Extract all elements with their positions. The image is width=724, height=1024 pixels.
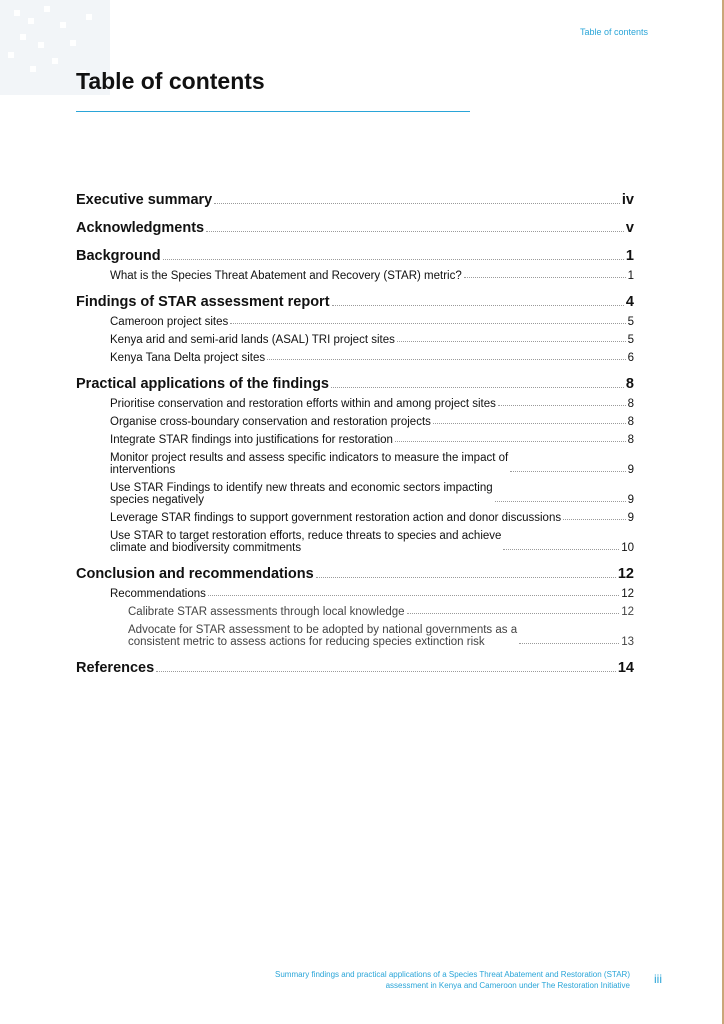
page-number: iii	[654, 972, 662, 986]
toc-page: 5	[627, 334, 634, 346]
leader-dots	[407, 613, 620, 614]
toc-page: 8	[627, 416, 634, 428]
toc-title	[110, 530, 501, 554]
toc-title-line2: species negatively	[110, 494, 204, 506]
toc-entry-star-metric[interactable]	[76, 270, 634, 282]
toc-title: Integrate STAR findings into justifications for restoration	[110, 434, 393, 446]
toc-title: Acknowledgments	[76, 220, 205, 236]
toc-entry-target[interactable]	[76, 530, 634, 554]
toc-entry-practical[interactable]	[76, 376, 634, 392]
leader-dots	[316, 577, 616, 578]
toc-entry-leverage[interactable]	[76, 512, 634, 524]
toc-title: References	[76, 660, 155, 676]
toc-entry-acknowledgments[interactable]	[76, 220, 634, 236]
toc-title-line2: interventions	[110, 464, 176, 476]
leader-dots	[433, 423, 626, 424]
toc-page: 9	[627, 494, 634, 506]
toc-title: Prioritise conservation and restoration efforts within and among project sites	[110, 398, 496, 410]
leader-dots	[464, 277, 626, 278]
toc-title: Executive summary	[76, 192, 213, 208]
toc-entry-executive-summary[interactable]	[76, 192, 634, 208]
toc-title: Kenya Tana Delta project sites	[110, 352, 266, 364]
toc-title: Kenya arid and semi-arid lands (ASAL) TRI project sites	[110, 334, 395, 346]
toc-title-line1: Monitor project results and assess specific indicators to measure the impact of	[110, 452, 509, 464]
toc-page: 6	[627, 352, 634, 364]
toc-page: iv	[621, 192, 634, 208]
toc-title: Cameroon project sites	[110, 316, 229, 328]
toc-page: 1	[627, 270, 634, 282]
toc-page: 4	[625, 294, 634, 310]
toc-title: Organise cross-boundary conservation and restoration projects	[110, 416, 431, 428]
toc-title: What is the Species Threat Abatement and Recovery (STAR) metric?	[110, 270, 462, 282]
toc-entry-prioritise[interactable]	[76, 398, 634, 410]
toc-page: 1	[625, 248, 634, 264]
toc-page: 9	[627, 512, 634, 524]
page-title: Table of contents	[76, 68, 265, 94]
toc-page: 8	[627, 398, 634, 410]
toc-entry-kenya-tana[interactable]	[76, 352, 634, 364]
leader-dots	[563, 519, 625, 520]
toc-entry-integrate[interactable]	[76, 434, 634, 446]
table-of-contents	[76, 192, 634, 676]
toc-page: 9	[627, 464, 634, 476]
toc-title	[128, 624, 517, 648]
leader-dots	[397, 341, 626, 342]
toc-title-line2: climate and biodiversity commitments	[110, 542, 302, 554]
footer-text	[275, 969, 630, 991]
leader-dots	[214, 203, 620, 204]
leader-dots	[230, 323, 625, 324]
leader-dots	[495, 501, 626, 502]
toc-page: v	[625, 220, 634, 236]
leader-dots	[208, 595, 619, 596]
toc-page: 8	[627, 434, 634, 446]
footer-line1: Summary findings and practical applications of a Species Threat Abatement and Restoration (STAR)	[275, 970, 630, 979]
toc-title: Recommendations	[110, 588, 206, 600]
footer-line2: assessment in Kenya and Cameroon under The Restoration Initiative	[385, 981, 630, 990]
toc-page: 12	[617, 566, 634, 582]
running-head: Table of contents	[579, 27, 648, 37]
toc-title: Background	[76, 248, 161, 264]
leader-dots	[331, 387, 624, 388]
title-rule	[76, 111, 470, 112]
toc-entry-organise[interactable]	[76, 416, 634, 428]
toc-title: Practical applications of the findings	[76, 376, 329, 392]
toc-title: Calibrate STAR assessments through local knowledge	[128, 606, 405, 618]
leader-dots	[332, 305, 624, 306]
leader-dots	[510, 471, 625, 472]
leader-dots	[503, 549, 619, 550]
toc-title	[110, 452, 508, 476]
toc-page: 10	[621, 542, 634, 554]
toc-page: 12	[621, 606, 634, 618]
toc-title	[110, 482, 493, 506]
toc-entry-conclusion[interactable]	[76, 566, 634, 582]
toc-entry-advocate[interactable]	[76, 624, 634, 648]
toc-title-line1: Advocate for STAR assessment to be adopted by national governments as a	[128, 624, 518, 636]
toc-page: 5	[627, 316, 634, 328]
leader-dots	[498, 405, 626, 406]
toc-title-line1: Use STAR Findings to identify new threats and economic sectors impacting	[110, 482, 493, 494]
leader-dots	[156, 671, 616, 672]
toc-title: Findings of STAR assessment report	[76, 294, 330, 310]
toc-entry-references[interactable]	[76, 660, 634, 676]
toc-page: 14	[617, 660, 634, 676]
leader-dots	[206, 231, 624, 232]
toc-entry-monitor[interactable]	[76, 452, 634, 476]
toc-title: Conclusion and recommendations	[76, 566, 314, 582]
leader-dots	[519, 643, 619, 644]
toc-entry-recommendations[interactable]	[76, 588, 634, 600]
toc-page: 8	[625, 376, 634, 392]
toc-title: Leverage STAR findings to support government restoration action and donor discussions	[110, 512, 562, 524]
toc-entry-cameroon[interactable]	[76, 316, 634, 328]
toc-title-line2: consistent metric to assess actions for reducing species extinction risk	[128, 636, 485, 648]
leader-dots	[163, 259, 624, 260]
toc-page: 12	[621, 588, 634, 600]
toc-entry-use-star[interactable]	[76, 482, 634, 506]
toc-entry-kenya-asal[interactable]	[76, 334, 634, 346]
leader-dots	[267, 359, 625, 360]
toc-entry-findings[interactable]	[76, 294, 634, 310]
toc-entry-background[interactable]	[76, 248, 634, 264]
leader-dots	[395, 441, 626, 442]
toc-title-line1: Use STAR to target restoration efforts, reduce threats to species and achieve	[110, 530, 502, 542]
toc-page: 13	[621, 636, 634, 648]
toc-entry-calibrate[interactable]	[76, 606, 634, 618]
